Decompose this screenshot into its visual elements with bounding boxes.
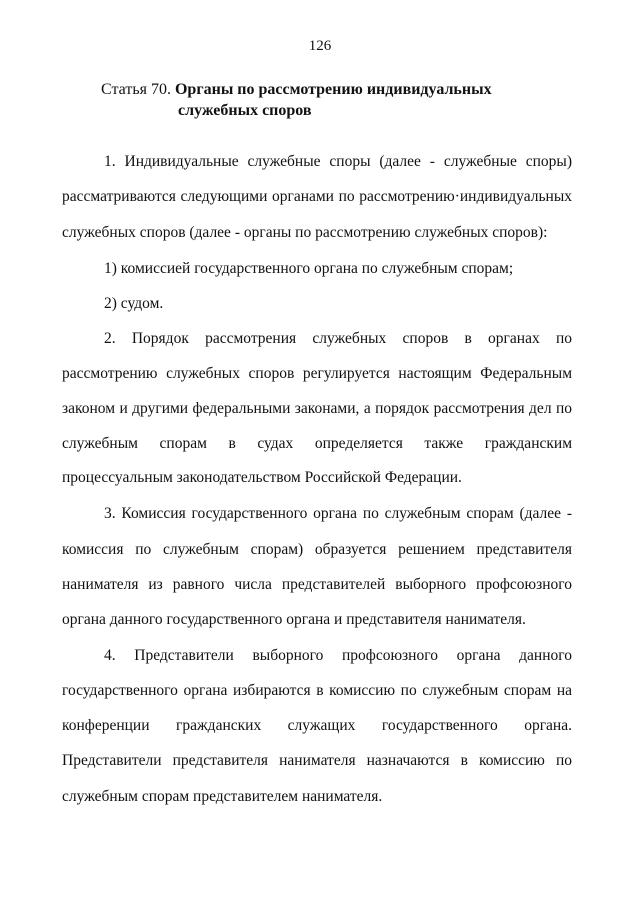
paragraph-4-line-3: конференции гражданских служащих государственного органа. xyxy=(62,717,572,734)
paragraph-2-line-2: рассмотрению служебных споров регулируется настоящим Федеральным xyxy=(62,365,572,382)
paragraph-4-line-4: Представители представителя нанимателя назначаются в комиссию по xyxy=(62,752,572,769)
paragraph-2-line-5: процессуальным законодательством Российской Федерации. xyxy=(62,469,462,486)
paragraph-4-line-5: служебным спорам представителем нанимателя. xyxy=(62,788,383,805)
article-title-line-1: Органы по рассмотрению индивидуальных xyxy=(174,81,492,98)
article-title-line-2: служебных споров xyxy=(178,102,312,119)
paragraph-1-line-1: 1. Индивидуальные служебные споры (далее - служебные споры) xyxy=(104,153,572,170)
paragraph-2-line-1: 2. Порядок рассмотрения служебных споров в органах по xyxy=(104,330,572,347)
paragraph-2-line-4: служебным спорам в судах определяется также гражданским xyxy=(62,435,572,452)
list-item-1: 1) комиссией государственного органа по служебным спорам; xyxy=(104,260,514,277)
paragraph-3-line-4: органа данного государственного органа и представителя нанимателя. xyxy=(62,611,526,628)
paragraph-4-line-2: государственного органа избираются в комиссию по служебным спорам на xyxy=(62,682,572,699)
article-heading xyxy=(101,79,492,121)
paragraph-1-line-2: рассматриваются следующими органами по рассмотрению·индивидуальных xyxy=(62,188,572,205)
paragraph-3-line-1: 3. Комиссия государственного органа по служебным спорам (далее - xyxy=(104,505,572,522)
paragraph-3-line-3: нанимателя из равного числа представителей выборного профсоюзного xyxy=(62,576,572,593)
article-label: Статья 70. xyxy=(101,81,171,98)
list-item-2: 2) судом. xyxy=(104,295,164,312)
paragraph-4-line-1: 4. Представители выборного профсоюзного органа данного xyxy=(104,647,572,664)
paragraph-1-line-3: служебных споров (далее - органы по рассмотрению служебных споров): xyxy=(62,224,548,241)
page-number: 126 xyxy=(308,38,332,54)
paragraph-3-line-2: комиссия по служебным спорам) образуется решением представителя xyxy=(62,541,572,558)
paragraph-2-line-3: законом и другими федеральными законами, а порядок рассмотрения дел по xyxy=(62,400,572,417)
